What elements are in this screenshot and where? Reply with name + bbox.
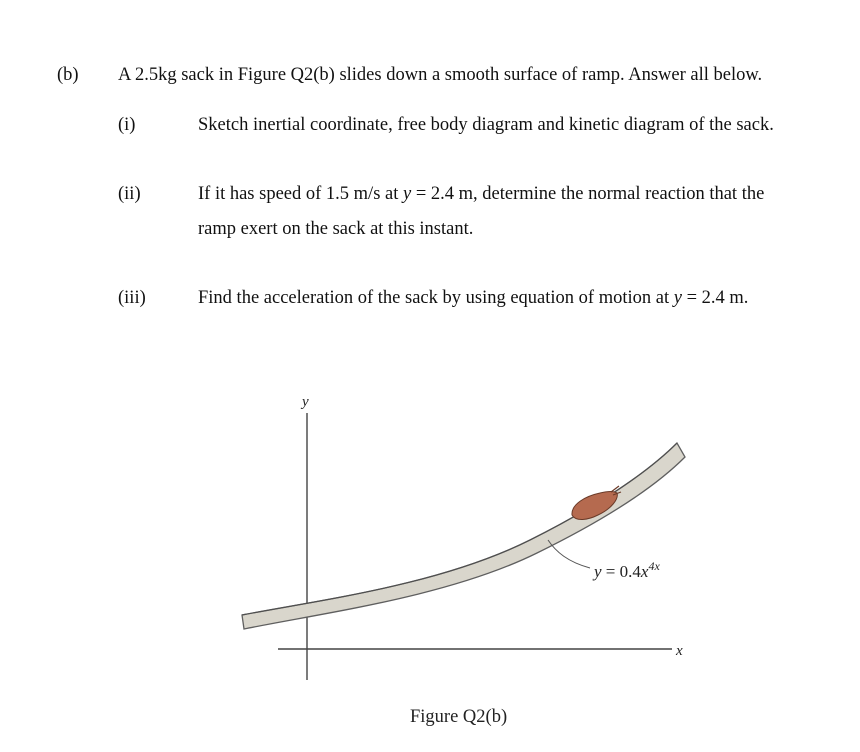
- curve-equation-base: x: [640, 562, 649, 581]
- item-ii-text-a: If it has speed of 1.5 m/s at: [198, 184, 403, 204]
- item-ii-text-b: = 2.4 m, determine the normal reaction that the: [411, 184, 765, 204]
- item-label-iii: (iii): [118, 288, 146, 308]
- curve-equation-eq: = 0.4: [601, 562, 641, 581]
- question-intro: A 2.5kg sack in Figure Q2(b) slides down a smooth surface of ramp. Answer all below.: [118, 65, 763, 85]
- item-i-text: Sketch inertial coordinate, free body diagram and kinetic diagram of the sack.: [198, 115, 774, 135]
- item-iii-text-a: Find the acceleration of the sack by using equation of motion at: [198, 288, 674, 308]
- item-iii-text-b: = 2.4 m.: [681, 288, 749, 308]
- item-label-ii: (ii): [118, 184, 141, 204]
- y-axis-label: y: [302, 394, 309, 410]
- sack: [572, 486, 621, 520]
- item-iii-variable: y: [673, 288, 682, 308]
- item-ii-line-2: ramp exert on the sack at this instant.: [198, 219, 474, 239]
- x-axis-label: x: [676, 643, 683, 659]
- figure-caption: Figure Q2(b): [410, 707, 508, 727]
- part-label: (b): [57, 65, 79, 85]
- item-ii-variable: y: [403, 184, 412, 204]
- ramp-surface: [242, 443, 685, 629]
- curve-equation-lhs: y: [594, 562, 602, 581]
- sack-body: [572, 492, 617, 520]
- item-label-i: (i): [118, 115, 136, 135]
- curve-equation: [592, 559, 660, 581]
- curve-equation-exponent: 4x: [648, 559, 660, 573]
